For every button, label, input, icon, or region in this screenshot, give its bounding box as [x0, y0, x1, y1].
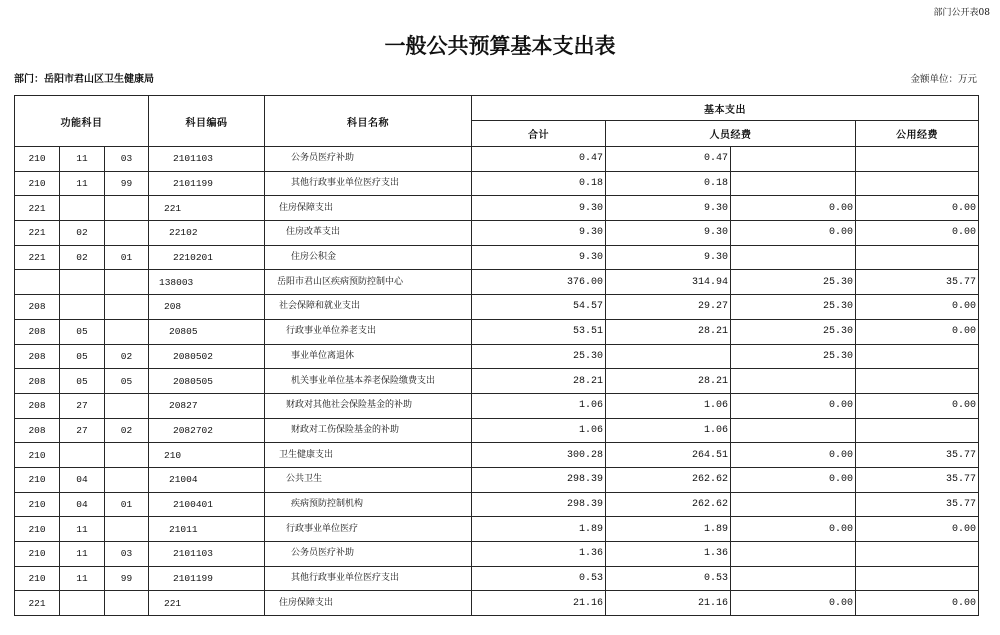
total-amount-cell: 25.30	[472, 344, 606, 369]
function-item-cell: 05	[60, 369, 105, 394]
table-row	[15, 221, 979, 246]
form-number-label: 部门公开表08	[933, 8, 990, 18]
personnel-amount-cell: 21.16	[606, 591, 731, 616]
function-subitem-cell	[105, 517, 149, 542]
header-basic-expenditure: 基本支出	[472, 96, 979, 121]
personnel-amount-extra-cell: 0.00	[731, 467, 856, 492]
function-class-cell: 208	[15, 319, 60, 344]
subject-name-cell: 公务员医疗补助	[265, 542, 472, 567]
public-amount-cell	[856, 369, 979, 394]
subject-code-cell: 2101103	[149, 147, 265, 172]
function-subitem-cell: 03	[105, 542, 149, 567]
function-subitem-cell: 01	[105, 492, 149, 517]
table-row	[15, 369, 979, 394]
personnel-amount-extra-cell	[731, 492, 856, 517]
personnel-amount-cell: 264.51	[606, 443, 731, 468]
personnel-amount-extra-cell: 25.30	[731, 270, 856, 295]
subject-code-cell: 2100401	[149, 492, 265, 517]
table-row	[15, 492, 979, 517]
public-amount-cell: 35.77	[856, 467, 979, 492]
function-item-cell: 11	[60, 517, 105, 542]
function-class-cell: 210	[15, 467, 60, 492]
subject-code-cell: 2210201	[149, 245, 265, 270]
table-row	[15, 591, 979, 616]
currency-unit-label: 金额单位：万元	[910, 74, 977, 85]
function-subitem-cell: 05	[105, 369, 149, 394]
subject-code-cell: 2080505	[149, 369, 265, 394]
function-subitem-cell: 01	[105, 245, 149, 270]
subject-name-cell: 机关事业单位基本养老保险缴费支出	[265, 369, 472, 394]
personnel-amount-cell	[606, 344, 731, 369]
function-class-cell: 221	[15, 196, 60, 221]
personnel-amount-cell: 9.30	[606, 221, 731, 246]
function-item-cell	[60, 295, 105, 320]
personnel-amount-extra-cell	[731, 369, 856, 394]
function-class-cell: 210	[15, 492, 60, 517]
public-amount-cell: 0.00	[856, 221, 979, 246]
table-row	[15, 147, 979, 172]
subject-name-cell: 疾病预防控制机构	[265, 492, 472, 517]
public-amount-cell	[856, 566, 979, 591]
function-class-cell: 208	[15, 295, 60, 320]
total-amount-cell: 0.47	[472, 147, 606, 172]
function-class-cell: 221	[15, 221, 60, 246]
function-subitem-cell	[105, 467, 149, 492]
function-class-cell: 221	[15, 591, 60, 616]
public-amount-cell: 0.00	[856, 517, 979, 542]
subject-name-cell: 住房保障支出	[265, 196, 472, 221]
personnel-amount-cell: 9.30	[606, 245, 731, 270]
total-amount-cell: 9.30	[472, 196, 606, 221]
function-class-cell: 210	[15, 443, 60, 468]
table-row	[15, 542, 979, 567]
function-item-cell	[60, 196, 105, 221]
subject-name-cell: 住房改革支出	[265, 221, 472, 246]
personnel-amount-cell: 9.30	[606, 196, 731, 221]
personnel-amount-extra-cell	[731, 171, 856, 196]
total-amount-cell: 21.16	[472, 591, 606, 616]
table-row	[15, 295, 979, 320]
total-amount-cell: 376.00	[472, 270, 606, 295]
personnel-amount-extra-cell	[731, 245, 856, 270]
public-amount-cell	[856, 245, 979, 270]
function-subitem-cell	[105, 591, 149, 616]
personnel-amount-extra-cell: 0.00	[731, 443, 856, 468]
header-total: 合计	[472, 121, 606, 147]
function-class-cell	[15, 270, 60, 295]
subject-name-cell: 其他行政事业单位医疗支出	[265, 566, 472, 591]
public-amount-cell: 35.77	[856, 492, 979, 517]
subject-code-cell: 21011	[149, 517, 265, 542]
personnel-amount-cell: 1.06	[606, 393, 731, 418]
function-subitem-cell	[105, 270, 149, 295]
total-amount-cell: 54.57	[472, 295, 606, 320]
function-class-cell: 208	[15, 344, 60, 369]
function-subitem-cell	[105, 221, 149, 246]
function-item-cell: 04	[60, 492, 105, 517]
function-item-cell: 11	[60, 147, 105, 172]
total-amount-cell: 300.28	[472, 443, 606, 468]
public-amount-cell	[856, 147, 979, 172]
table-row	[15, 270, 979, 295]
total-amount-cell: 9.30	[472, 221, 606, 246]
total-amount-cell: 0.18	[472, 171, 606, 196]
personnel-amount-extra-cell: 25.30	[731, 319, 856, 344]
function-subitem-cell	[105, 196, 149, 221]
total-amount-cell: 53.51	[472, 319, 606, 344]
personnel-amount-cell: 29.27	[606, 295, 731, 320]
subject-code-cell: 138003	[149, 270, 265, 295]
function-subitem-cell	[105, 295, 149, 320]
total-amount-cell: 9.30	[472, 245, 606, 270]
subject-code-cell: 2101103	[149, 542, 265, 567]
function-item-cell: 05	[60, 319, 105, 344]
subject-code-cell: 2080502	[149, 344, 265, 369]
header-personnel-expense: 人员经费	[606, 121, 856, 147]
subject-name-cell: 其他行政事业单位医疗支出	[265, 171, 472, 196]
total-amount-cell: 298.39	[472, 467, 606, 492]
personnel-amount-extra-cell	[731, 147, 856, 172]
table-row	[15, 245, 979, 270]
function-item-cell: 04	[60, 467, 105, 492]
public-amount-cell: 0.00	[856, 196, 979, 221]
page-title: 一般公共预算基本支出表	[384, 33, 616, 58]
function-subitem-cell: 99	[105, 566, 149, 591]
personnel-amount-extra-cell: 0.00	[731, 196, 856, 221]
table-row	[15, 517, 979, 542]
function-subitem-cell: 99	[105, 171, 149, 196]
header-row	[15, 96, 979, 121]
table-header	[15, 96, 979, 147]
personnel-amount-extra-cell: 0.00	[731, 221, 856, 246]
header-function-subject: 功能科目	[15, 96, 149, 147]
function-item-cell	[60, 443, 105, 468]
public-amount-cell: 0.00	[856, 295, 979, 320]
function-class-cell: 221	[15, 245, 60, 270]
public-amount-cell	[856, 542, 979, 567]
function-class-cell: 210	[15, 517, 60, 542]
function-item-cell: 27	[60, 393, 105, 418]
table-row	[15, 196, 979, 221]
personnel-amount-cell: 0.18	[606, 171, 731, 196]
personnel-amount-extra-cell: 0.00	[731, 393, 856, 418]
function-class-cell: 210	[15, 171, 60, 196]
subject-code-cell: 22102	[149, 221, 265, 246]
personnel-amount-extra-cell: 0.00	[731, 591, 856, 616]
table-row	[15, 467, 979, 492]
personnel-amount-cell: 28.21	[606, 369, 731, 394]
function-subitem-cell: 03	[105, 147, 149, 172]
function-subitem-cell: 02	[105, 418, 149, 443]
subject-name-cell: 社会保障和就业支出	[265, 295, 472, 320]
subject-code-cell: 20827	[149, 393, 265, 418]
total-amount-cell: 0.53	[472, 566, 606, 591]
function-class-cell: 210	[15, 147, 60, 172]
header-subject-code: 科目编码	[149, 96, 265, 147]
subject-name-cell: 卫生健康支出	[265, 443, 472, 468]
subject-name-cell: 公务员医疗补助	[265, 147, 472, 172]
department-label: 部门：岳阳市君山区卫生健康局	[14, 74, 154, 85]
function-class-cell: 208	[15, 369, 60, 394]
personnel-amount-cell: 0.47	[606, 147, 731, 172]
function-item-cell: 11	[60, 171, 105, 196]
function-item-cell	[60, 270, 105, 295]
subject-code-cell: 2082702	[149, 418, 265, 443]
personnel-amount-extra-cell: 0.00	[731, 517, 856, 542]
function-item-cell	[60, 591, 105, 616]
function-item-cell: 11	[60, 542, 105, 567]
public-amount-cell: 0.00	[856, 319, 979, 344]
subject-code-cell: 20805	[149, 319, 265, 344]
personnel-amount-extra-cell: 25.30	[731, 344, 856, 369]
subject-code-cell: 2101199	[149, 566, 265, 591]
subject-code-cell: 208	[149, 295, 265, 320]
function-class-cell: 208	[15, 393, 60, 418]
table-row	[15, 566, 979, 591]
subject-name-cell: 财政对工伤保险基金的补助	[265, 418, 472, 443]
subject-name-cell: 住房公积金	[265, 245, 472, 270]
public-amount-cell: 0.00	[856, 591, 979, 616]
personnel-amount-extra-cell	[731, 542, 856, 567]
subject-code-cell: 221	[149, 591, 265, 616]
table-body	[15, 147, 979, 616]
function-class-cell: 208	[15, 418, 60, 443]
table-row	[15, 393, 979, 418]
function-item-cell: 11	[60, 566, 105, 591]
subject-name-cell: 行政事业单位医疗	[265, 517, 472, 542]
total-amount-cell: 1.89	[472, 517, 606, 542]
basic-expenditure-table	[14, 95, 979, 616]
subject-name-cell: 公共卫生	[265, 467, 472, 492]
table-row	[15, 344, 979, 369]
subject-name-cell: 财政对其他社会保险基金的补助	[265, 393, 472, 418]
subject-name-cell: 住房保障支出	[265, 591, 472, 616]
personnel-amount-cell: 0.53	[606, 566, 731, 591]
total-amount-cell: 1.36	[472, 542, 606, 567]
function-item-cell: 05	[60, 344, 105, 369]
total-amount-cell: 1.06	[472, 393, 606, 418]
personnel-amount-cell: 1.89	[606, 517, 731, 542]
public-amount-cell	[856, 418, 979, 443]
total-amount-cell: 1.06	[472, 418, 606, 443]
function-subitem-cell	[105, 393, 149, 418]
subject-code-cell: 210	[149, 443, 265, 468]
total-amount-cell: 298.39	[472, 492, 606, 517]
function-item-cell: 02	[60, 221, 105, 246]
table-row	[15, 443, 979, 468]
personnel-amount-cell: 28.21	[606, 319, 731, 344]
personnel-amount-extra-cell	[731, 418, 856, 443]
public-amount-cell: 35.77	[856, 443, 979, 468]
function-subitem-cell	[105, 319, 149, 344]
table-row	[15, 171, 979, 196]
public-amount-cell	[856, 344, 979, 369]
public-amount-cell	[856, 171, 979, 196]
personnel-amount-cell: 1.06	[606, 418, 731, 443]
header-public-expense: 公用经费	[856, 121, 979, 147]
personnel-amount-extra-cell	[731, 566, 856, 591]
subject-code-cell: 221	[149, 196, 265, 221]
function-item-cell: 02	[60, 245, 105, 270]
personnel-amount-cell: 314.94	[606, 270, 731, 295]
subject-code-cell: 2101199	[149, 171, 265, 196]
subject-code-cell: 21004	[149, 467, 265, 492]
total-amount-cell: 28.21	[472, 369, 606, 394]
personnel-amount-cell: 262.62	[606, 492, 731, 517]
function-item-cell: 27	[60, 418, 105, 443]
function-class-cell: 210	[15, 542, 60, 567]
personnel-amount-extra-cell: 25.30	[731, 295, 856, 320]
personnel-amount-cell: 262.62	[606, 467, 731, 492]
table-row	[15, 418, 979, 443]
table-row	[15, 319, 979, 344]
public-amount-cell: 35.77	[856, 270, 979, 295]
function-subitem-cell: 02	[105, 344, 149, 369]
subject-name-cell: 岳阳市君山区疾病预防控制中心	[265, 270, 472, 295]
public-amount-cell: 0.00	[856, 393, 979, 418]
function-subitem-cell	[105, 443, 149, 468]
subject-name-cell: 事业单位离退休	[265, 344, 472, 369]
header-subject-name: 科目名称	[265, 96, 472, 147]
personnel-amount-cell: 1.36	[606, 542, 731, 567]
subject-name-cell: 行政事业单位养老支出	[265, 319, 472, 344]
function-class-cell: 210	[15, 566, 60, 591]
